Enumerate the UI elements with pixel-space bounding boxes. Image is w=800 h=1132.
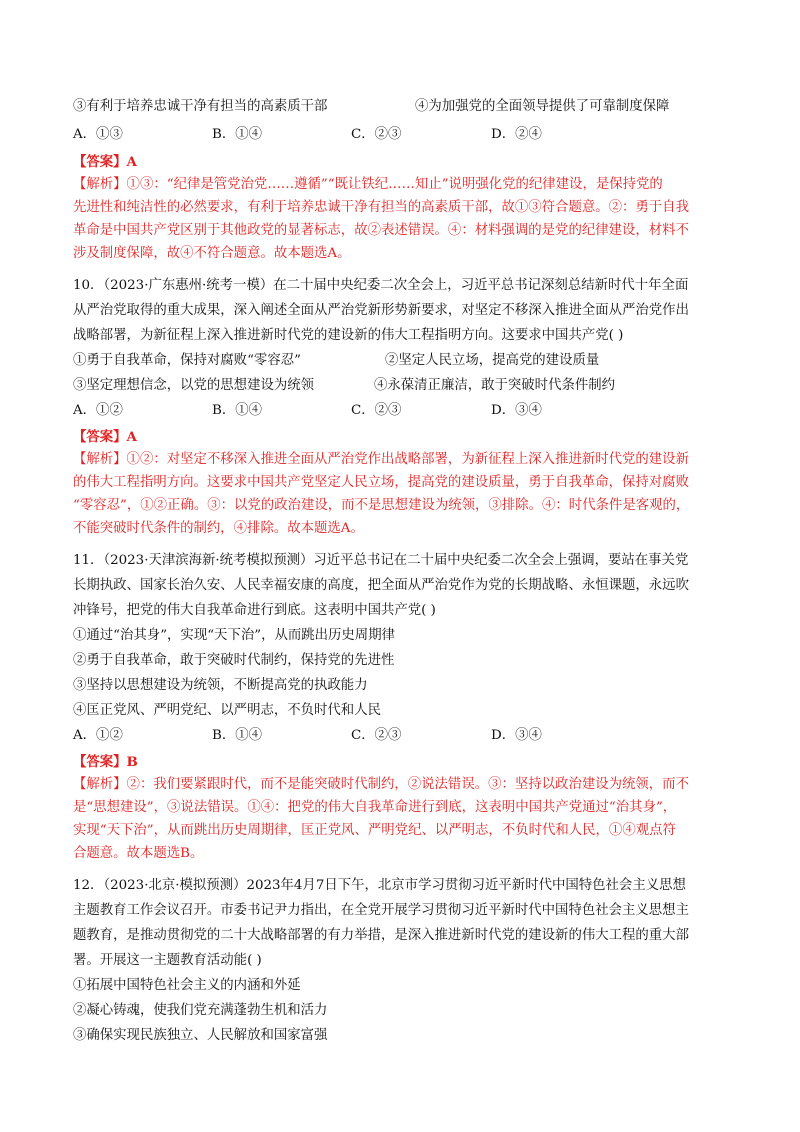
q10-option-1: ①勇于自我革命，保持对腐败“零容忍”	[73, 353, 301, 368]
q11-choice-c: C．②③	[351, 728, 402, 743]
q12-stem-line: 主题教育工作会议召开。市委书记尹力指出，在全党开展学习贯彻习近平新时代中国特色社会主义思想主	[73, 903, 689, 918]
q9-choice-a: A．①③	[73, 127, 123, 142]
q9-analysis-line: 【解析】①③：“纪律是管党治党……遵循”“既让铁纪……知止”说明强化党的纪律建设，是保持党的	[73, 177, 663, 192]
q9-choice-d: D．②④	[491, 127, 542, 142]
q10-choice-a: A．①②	[73, 403, 123, 418]
q10-stem-line: 战略部署，为新征程上深入推进新时代党的建设新的伟大工程指明方向。这要求中国共产党( )	[73, 328, 624, 343]
q11-option-1: ①通过“治其身”，实现“天下治”，从而跳出历史周期律	[73, 628, 395, 643]
q9-answer: 【答案】A	[73, 154, 137, 170]
q11-analysis-line: 合题意。故本题选B。	[73, 846, 204, 861]
q10-choice-b: B．①④	[212, 403, 263, 418]
q10-choice-c: C．②③	[351, 403, 402, 418]
q11-stem-line: 长期执政、国家长治久安、人民幸福安康的高度，把全面从严治党作为党的长期战略、永恒课题，永远吹	[73, 578, 689, 593]
q11-analysis-line: 【解析】②：我们要紧跟时代，而不是能突破时代制约，②说法错误。③：坚持以政治建设为统领，而不	[73, 777, 689, 792]
q10-analysis-line: 不能突破时代条件的制约，④排除。故本题选A。	[73, 521, 364, 536]
q11-option-4: ④匡正党风、严明党纪、以严明志，不负时代和人民	[73, 703, 381, 718]
q9-option-3: ③有利于培养忠诚干净有担当的高素质干部	[73, 99, 328, 114]
q11-answer: 【答案】B	[73, 754, 138, 770]
q10-choice-d: D．③④	[491, 403, 542, 418]
q10-option-4: ④永葆清正廉洁，敢于突破时代条件制约	[374, 378, 616, 393]
q11-choice-d: D．③④	[491, 728, 542, 743]
q11-choice-b: B．①④	[212, 728, 263, 743]
q11-analysis-line: 实现“天下治”，从而跳出历史周期律，匡正党风、严明党纪、以严明志，不负时代和人民，①④观点符	[73, 823, 676, 838]
q12-option-2: ②凝心铸魂，使我们党充满蓬勃生机和活力	[73, 1003, 328, 1018]
q12-option-3: ③确保实现民族独立、人民解放和国家富强	[73, 1028, 328, 1043]
q9-option-4: ④为加强党的全面领导提供了可靠制度保障	[415, 99, 670, 114]
q10-stem-line: 10．（2023·广东惠州·统考一模）在二十届中央纪委二次全会上，习近平总书记深刻总结新时代十年全面	[73, 278, 689, 293]
q12-stem-line: 题教育，是推动贯彻党的二十大战略部署的有力举措，是深入推进新时代党的建设新的伟大工程的重大部	[73, 928, 689, 943]
q9-analysis-line: 涉及制度保障，故④不符合题意。故本题选A。	[73, 246, 351, 261]
q10-option-2: ②坚定人民立场，提高党的建设质量	[385, 353, 600, 368]
q11-analysis-line: 是“思想建设”，③说法错误。①④：把党的伟大自我革命进行到底，这表明中国共产党通过“治其身”，	[73, 800, 677, 815]
q10-stem-line: 从严治党取得的重大成果，深入阐述全面从严治党新形势新要求，对坚定不移深入推进全面从严治党作出	[73, 303, 689, 318]
q11-stem-line: 冲锋号，把党的伟大自我革命进行到底。这表明中国共产党( )	[73, 603, 436, 618]
q9-analysis-line: 革命是中国共产党区别于其他政党的显著标志，故②表述错误。④：材料强调的是党的纪律建设，材料不	[73, 223, 689, 238]
q10-analysis-line: 【解析】①②：对坚定不移深入推进全面从严治党作出战略部署，为新征程上深入推进新时代党的建设新	[73, 452, 689, 467]
q12-option-1: ①拓展中国特色社会主义的内涵和外延	[73, 978, 301, 993]
q11-stem-line: 11．（2023·天津滨海新·统考模拟预测）习近平总书记在二十届中央纪委二次全会上强调，要站在事关党	[73, 553, 689, 568]
q11-option-2: ②勇于自我革命，敢于突破时代制约，保持党的先进性	[73, 653, 395, 668]
q12-stem-line: 12．（2023·北京·模拟预测）2023年4月7日下午，北京市学习贯彻习近平新时代中国特色社会主义思想	[73, 878, 686, 893]
q10-analysis-line: “零容忍”，①②正确。③：以党的政治建设，而不是思想建设为统领，③排除。④：时代条件是客观的，	[73, 498, 690, 513]
q9-analysis-line: 先进性和纯洁性的必然要求，有利于培养忠诚干净有担当的高素质干部，故①③符合题意。②：勇于自我	[73, 200, 689, 215]
q11-choice-a: A．①②	[73, 728, 123, 743]
q10-answer: 【答案】A	[73, 429, 137, 445]
q9-choice-c: C．②③	[351, 127, 402, 142]
q9-choice-b: B．①④	[212, 127, 263, 142]
q12-stem-line: 署。开展这一主题教育活动能( )	[73, 953, 262, 968]
q10-option-3: ③坚定理想信念，以党的思想建设为统领	[73, 378, 315, 393]
q10-analysis-line: 的伟大工程指明方向。这要求中国共产党坚定人民立场，提高党的建设质量，勇于自我革命，保持对腐败	[73, 475, 689, 490]
q11-option-3: ③坚持以思想建设为统领，不断提高党的执政能力	[73, 678, 368, 693]
